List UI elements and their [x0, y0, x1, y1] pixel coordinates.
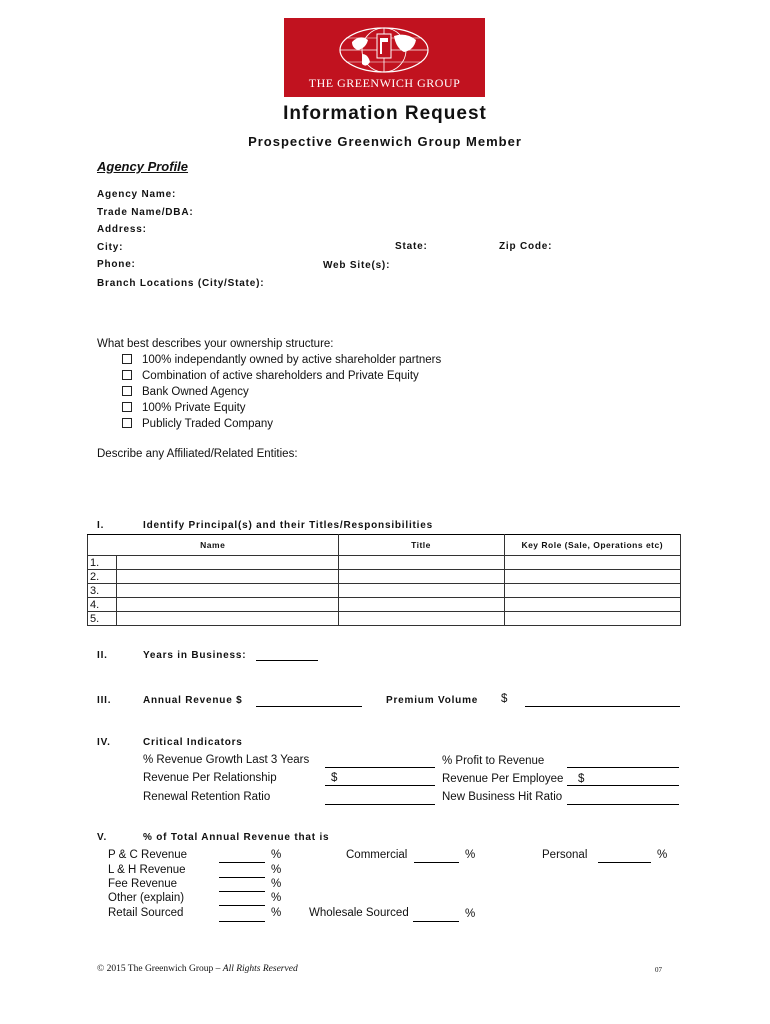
- annual-revenue-field[interactable]: [256, 706, 362, 707]
- key-role-cell[interactable]: [504, 612, 681, 626]
- fee-revenue-label: Fee Revenue: [108, 878, 178, 890]
- section-3-number: III.: [97, 695, 112, 706]
- key-role-cell[interactable]: [504, 570, 681, 584]
- fee-revenue-field[interactable]: [219, 891, 265, 892]
- revenue-per-employee-label: Revenue Per Employee: [442, 773, 564, 785]
- ownership-option[interactable]: Bank Owned Agency: [122, 386, 249, 398]
- ownership-option[interactable]: Combination of active shareholders and Private Equity: [122, 370, 419, 382]
- column-header-name: Name: [88, 535, 339, 556]
- ownership-question: What best describes your ownership structure:: [97, 338, 334, 350]
- row-number: 2.: [88, 570, 117, 584]
- agency-name-label: Agency Name:: [97, 189, 177, 200]
- title-cell[interactable]: [338, 584, 504, 598]
- other-revenue-field[interactable]: [219, 905, 265, 906]
- personal-label: Personal: [542, 849, 588, 861]
- revenue-growth-field[interactable]: [325, 767, 435, 768]
- checkbox-icon[interactable]: [122, 354, 132, 364]
- lh-revenue-label: L & H Revenue: [108, 864, 186, 876]
- personal-percent: %: [657, 849, 668, 861]
- other-percent: %: [271, 892, 282, 904]
- principals-table: [87, 534, 681, 626]
- table-row[interactable]: [88, 556, 681, 570]
- revenue-growth-label: % Revenue Growth Last 3 Years: [143, 754, 310, 766]
- retail-sourced-label: Retail Sourced: [108, 907, 184, 919]
- critical-indicators-heading: Critical Indicators: [143, 737, 243, 748]
- commercial-percent: %: [465, 849, 476, 861]
- affiliated-entities-label: Describe any Affiliated/Related Entities:: [97, 448, 298, 460]
- page-number: 07: [655, 966, 662, 974]
- title-cell[interactable]: [338, 612, 504, 626]
- lh-revenue-field[interactable]: [219, 877, 265, 878]
- new-business-hit-ratio-field[interactable]: [567, 804, 679, 805]
- revenue-breakdown-heading: % of Total Annual Revenue that is: [143, 832, 330, 843]
- lh-percent: %: [271, 864, 282, 876]
- profit-to-revenue-label: % Profit to Revenue: [442, 755, 545, 767]
- renewal-retention-label: Renewal Retention Ratio: [143, 791, 271, 803]
- zip-code-label: Zip Code:: [499, 241, 553, 252]
- name-cell[interactable]: [117, 598, 339, 612]
- address-label: Address:: [97, 224, 147, 235]
- web-site-label: Web Site(s):: [323, 260, 391, 271]
- section-1-heading: Identify Principal(s) and their Titles/Responsibilities: [143, 520, 433, 531]
- checkbox-icon[interactable]: [122, 402, 132, 412]
- fee-percent: %: [271, 878, 282, 890]
- row-number: 5.: [88, 612, 117, 626]
- page-subtitle: Prospective Greenwich Group Member: [248, 134, 522, 149]
- key-role-cell[interactable]: [504, 598, 681, 612]
- name-cell[interactable]: [117, 612, 339, 626]
- rev-per-rel-dollar-sign: $: [331, 772, 338, 784]
- section-4-number: IV.: [97, 737, 111, 748]
- section-1-number: I.: [97, 520, 105, 531]
- commercial-label: Commercial: [346, 849, 408, 861]
- name-cell[interactable]: [117, 556, 339, 570]
- table-row[interactable]: [88, 570, 681, 584]
- premium-volume-label: Premium Volume: [386, 695, 479, 706]
- checkbox-icon[interactable]: [122, 386, 132, 396]
- title-cell[interactable]: [338, 556, 504, 570]
- years-in-business-field[interactable]: [256, 660, 318, 661]
- pc-revenue-label: P & C Revenue: [108, 849, 188, 861]
- revenue-per-relationship-label: Revenue Per Relationship: [143, 772, 277, 784]
- premium-volume-field[interactable]: [525, 706, 680, 707]
- personal-field[interactable]: [598, 862, 651, 863]
- footer-copyright: © 2015 The Greenwich Group – All Rights Reserved: [97, 964, 298, 974]
- table-row[interactable]: [88, 598, 681, 612]
- wholesale-percent: %: [465, 908, 476, 920]
- branch-locations-label: Branch Locations (City/State):: [97, 278, 265, 289]
- ownership-option[interactable]: 100% independantly owned by active shareholder partners: [122, 354, 441, 366]
- greenwich-group-logo: [284, 18, 485, 97]
- key-role-cell[interactable]: [504, 584, 681, 598]
- new-business-hit-ratio-label: New Business Hit Ratio: [442, 791, 563, 803]
- rev-per-emp-dollar-sign: $: [578, 773, 585, 785]
- key-role-cell[interactable]: [504, 556, 681, 570]
- table-row[interactable]: [88, 584, 681, 598]
- other-revenue-label: Other (explain): [108, 892, 185, 904]
- pc-revenue-field[interactable]: [219, 862, 265, 863]
- ownership-option[interactable]: Publicly Traded Company: [122, 418, 273, 430]
- checkbox-icon[interactable]: [122, 370, 132, 380]
- section-5-number: V.: [97, 832, 108, 843]
- row-number: 1.: [88, 556, 117, 570]
- logo-text: THE GREENWICH GROUP: [308, 76, 461, 90]
- revenue-per-employee-field[interactable]: [567, 785, 679, 786]
- ownership-option[interactable]: 100% Private Equity: [122, 402, 246, 414]
- row-number: 4.: [88, 598, 117, 612]
- phone-label: Phone:: [97, 259, 136, 270]
- annual-revenue-label: Annual Revenue $: [143, 695, 243, 706]
- wholesale-sourced-field[interactable]: [413, 921, 459, 922]
- retail-percent: %: [271, 907, 282, 919]
- name-cell[interactable]: [117, 584, 339, 598]
- title-cell[interactable]: [338, 570, 504, 584]
- column-header-key-role: Key Role (Sale, Operations etc): [504, 535, 681, 556]
- city-label: City:: [97, 242, 124, 253]
- name-cell[interactable]: [117, 570, 339, 584]
- page-title: Information Request: [283, 103, 487, 124]
- state-label: State:: [395, 241, 428, 252]
- row-number: 3.: [88, 584, 117, 598]
- table-row[interactable]: [88, 612, 681, 626]
- title-cell[interactable]: [338, 598, 504, 612]
- section-2-number: II.: [97, 650, 108, 661]
- globe-icon: [332, 24, 436, 76]
- commercial-field[interactable]: [414, 862, 459, 863]
- revenue-per-relationship-field[interactable]: [325, 785, 435, 786]
- profit-to-revenue-field[interactable]: [567, 767, 679, 768]
- premium-dollar-sign: $: [501, 693, 508, 705]
- column-header-title: Title: [338, 535, 504, 556]
- wholesale-sourced-label: Wholesale Sourced: [309, 907, 409, 919]
- checkbox-icon[interactable]: [122, 418, 132, 428]
- table-header-row: [88, 535, 681, 556]
- trade-name-label: Trade Name/DBA:: [97, 207, 194, 218]
- renewal-retention-field[interactable]: [325, 804, 435, 805]
- retail-sourced-field[interactable]: [219, 921, 265, 922]
- agency-profile-heading: Agency Profile: [97, 159, 189, 174]
- years-in-business-label: Years in Business:: [143, 650, 247, 661]
- pc-percent: %: [271, 849, 282, 861]
